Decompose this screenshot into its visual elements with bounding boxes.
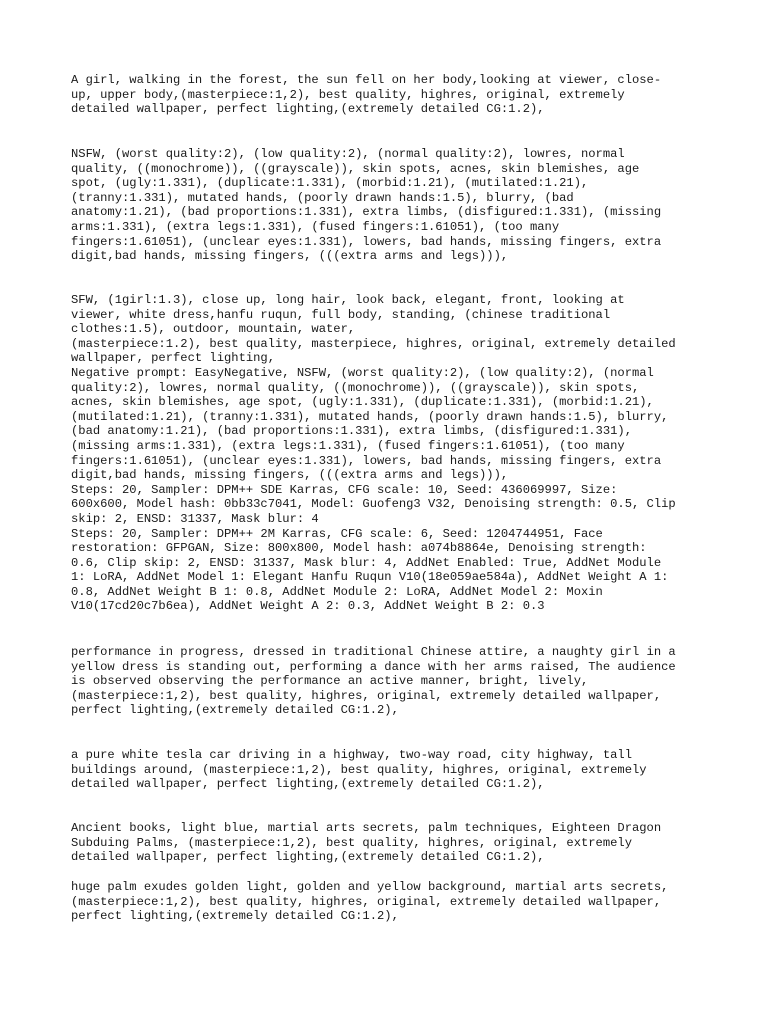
prompt-paragraph-tesla-car: a pure white tesla car driving in a highway, two-way road, city highway, tall buildings around, (masterpiece:1,2), best quality, highres, original, extremely detailed wallpaper, perfect lighting,(extremely detailed CG:1.2), xyxy=(71,748,647,792)
prompt-paragraph-golden-palm: huge palm exudes golden light, golden and yellow background, martial arts secrets, (masterpiece:1,2), best quality, highres, original, extremely detailed wallpaper, perfect lighting,(extremely detailed CG:1.2), xyxy=(71,880,669,924)
prompt-paragraph-forest-girl: A girl, walking in the forest, the sun fell on her body,looking at viewer, close- up, upper body,(masterpiece:1,2), best quality, highres, original, extremely detailed wallpaper, perfect lighting,(extremely detailed CG:1.2), xyxy=(71,73,662,117)
negative-prompt-paragraph: NSFW, (worst quality:2), (low quality:2), (normal quality:2), lowres, normal quality, ((monochrome)), ((grayscale)), skin spots, acnes, skin blemishes, age spot, (ugly:1.331), (duplicate:1.331), (morbid:1.21), (mutilated:1.21), (tranny:1.331), mutated hands, (poorly drawn hands:1.5), blurry, (bad anatomy:1.21), (bad proportions:1.331), extra limbs, (disfigured:1.331), (missing arms:1.331), (extra legs:1.331), (fused fingers:1.61051), (too many fingers:1.61051), (unclear eyes:1.331), lowers, bad hands, missing fingers, extra digit,bad hands, missing fingers, (((extra arms and legs))), xyxy=(71,147,662,264)
prompt-paragraph-dance-performance: performance in progress, dressed in traditional Chinese attire, a naughty girl in a yellow dress is standing out, performing a dance with her arms raised, The audience is observed observing the performance an active manner, bright, lively, (masterpiece:1,2), best quality, highres, original, extremely detailed wallpaper, perfect lighting,(extremely detailed CG:1.2), xyxy=(71,645,676,718)
prompt-paragraph-ancient-books: Ancient books, light blue, martial arts secrets, palm techniques, Eighteen Dragon Subduing Palms, (masterpiece:1,2), best quality, highres, original, extremely detailed wallpaper, perfect lighting,(extremely detailed CG:1.2), xyxy=(71,821,662,865)
prompt-paragraph-hanfu-settings: SFW, (1girl:1.3), close up, long hair, look back, elegant, front, looking at viewer, white dress,hanfu ruqun, full body, standing, (chinese traditional clothes:1.5), outdoor, mountain, water, (masterpiece:1.2), best quality, masterpiece, highres, original, extremely detailed wallpaper, perfect lighting, Negative prompt: EasyNegative, NSFW, (worst quality:2), (low quality:2), (normal quality:2), lowres, normal quality, ((monochrome)), ((grayscale)), skin spots, acnes, skin blemishes, age spot, (ugly:1.331), (duplicate:1.331), (morbid:1.21), (mutilated:1.21), (tranny:1.331), mutated hands, (poorly drawn hands:1.5), blurry, (bad anatomy:1.21), (bad proportions:1.331), extra limbs, (disfigured:1.331), (missing arms:1.331), (extra legs:1.331), (fused fingers:1.61051), (too many fingers:1.61051), (unclear eyes:1.331), lowers, bad hands, missing fingers, extra digit,bad hands, missing fingers, (((extra arms and legs))), Steps: 20, Sampler: DPM++ SDE Karras, CFG scale: 10, Seed: 436069997, Size: 600x600, Model hash: 0bb33c7041, Model: Guofeng3 V32, Denoising strength: 0.5, Clip skip: 2, ENSD: 31337, Mask blur: 4 Steps: 20, Sampler: DPM++ 2M Karras, CFG scale: 6, Seed: 1204744951, Face restoration: GFPGAN, Size: 800x800, Model hash: a074b8864e, Denoising strength: 0.6, Clip skip: 2, ENSD: 31337, Mask blur: 4, AddNet Enabled: True, AddNet Module 1: LoRA, AddNet Model 1: Elegant Hanfu Ruqun V10(18e059ae584a), AddNet Weight A 1: 0.8, AddNet Weight B 1: 0.8, AddNet Module 2: LoRA, AddNet Model 2: Moxin V10(17cd20c7b6ea), AddNet Weight A 2: 0.3, AddNet Weight B 2: 0.3 xyxy=(71,293,676,614)
